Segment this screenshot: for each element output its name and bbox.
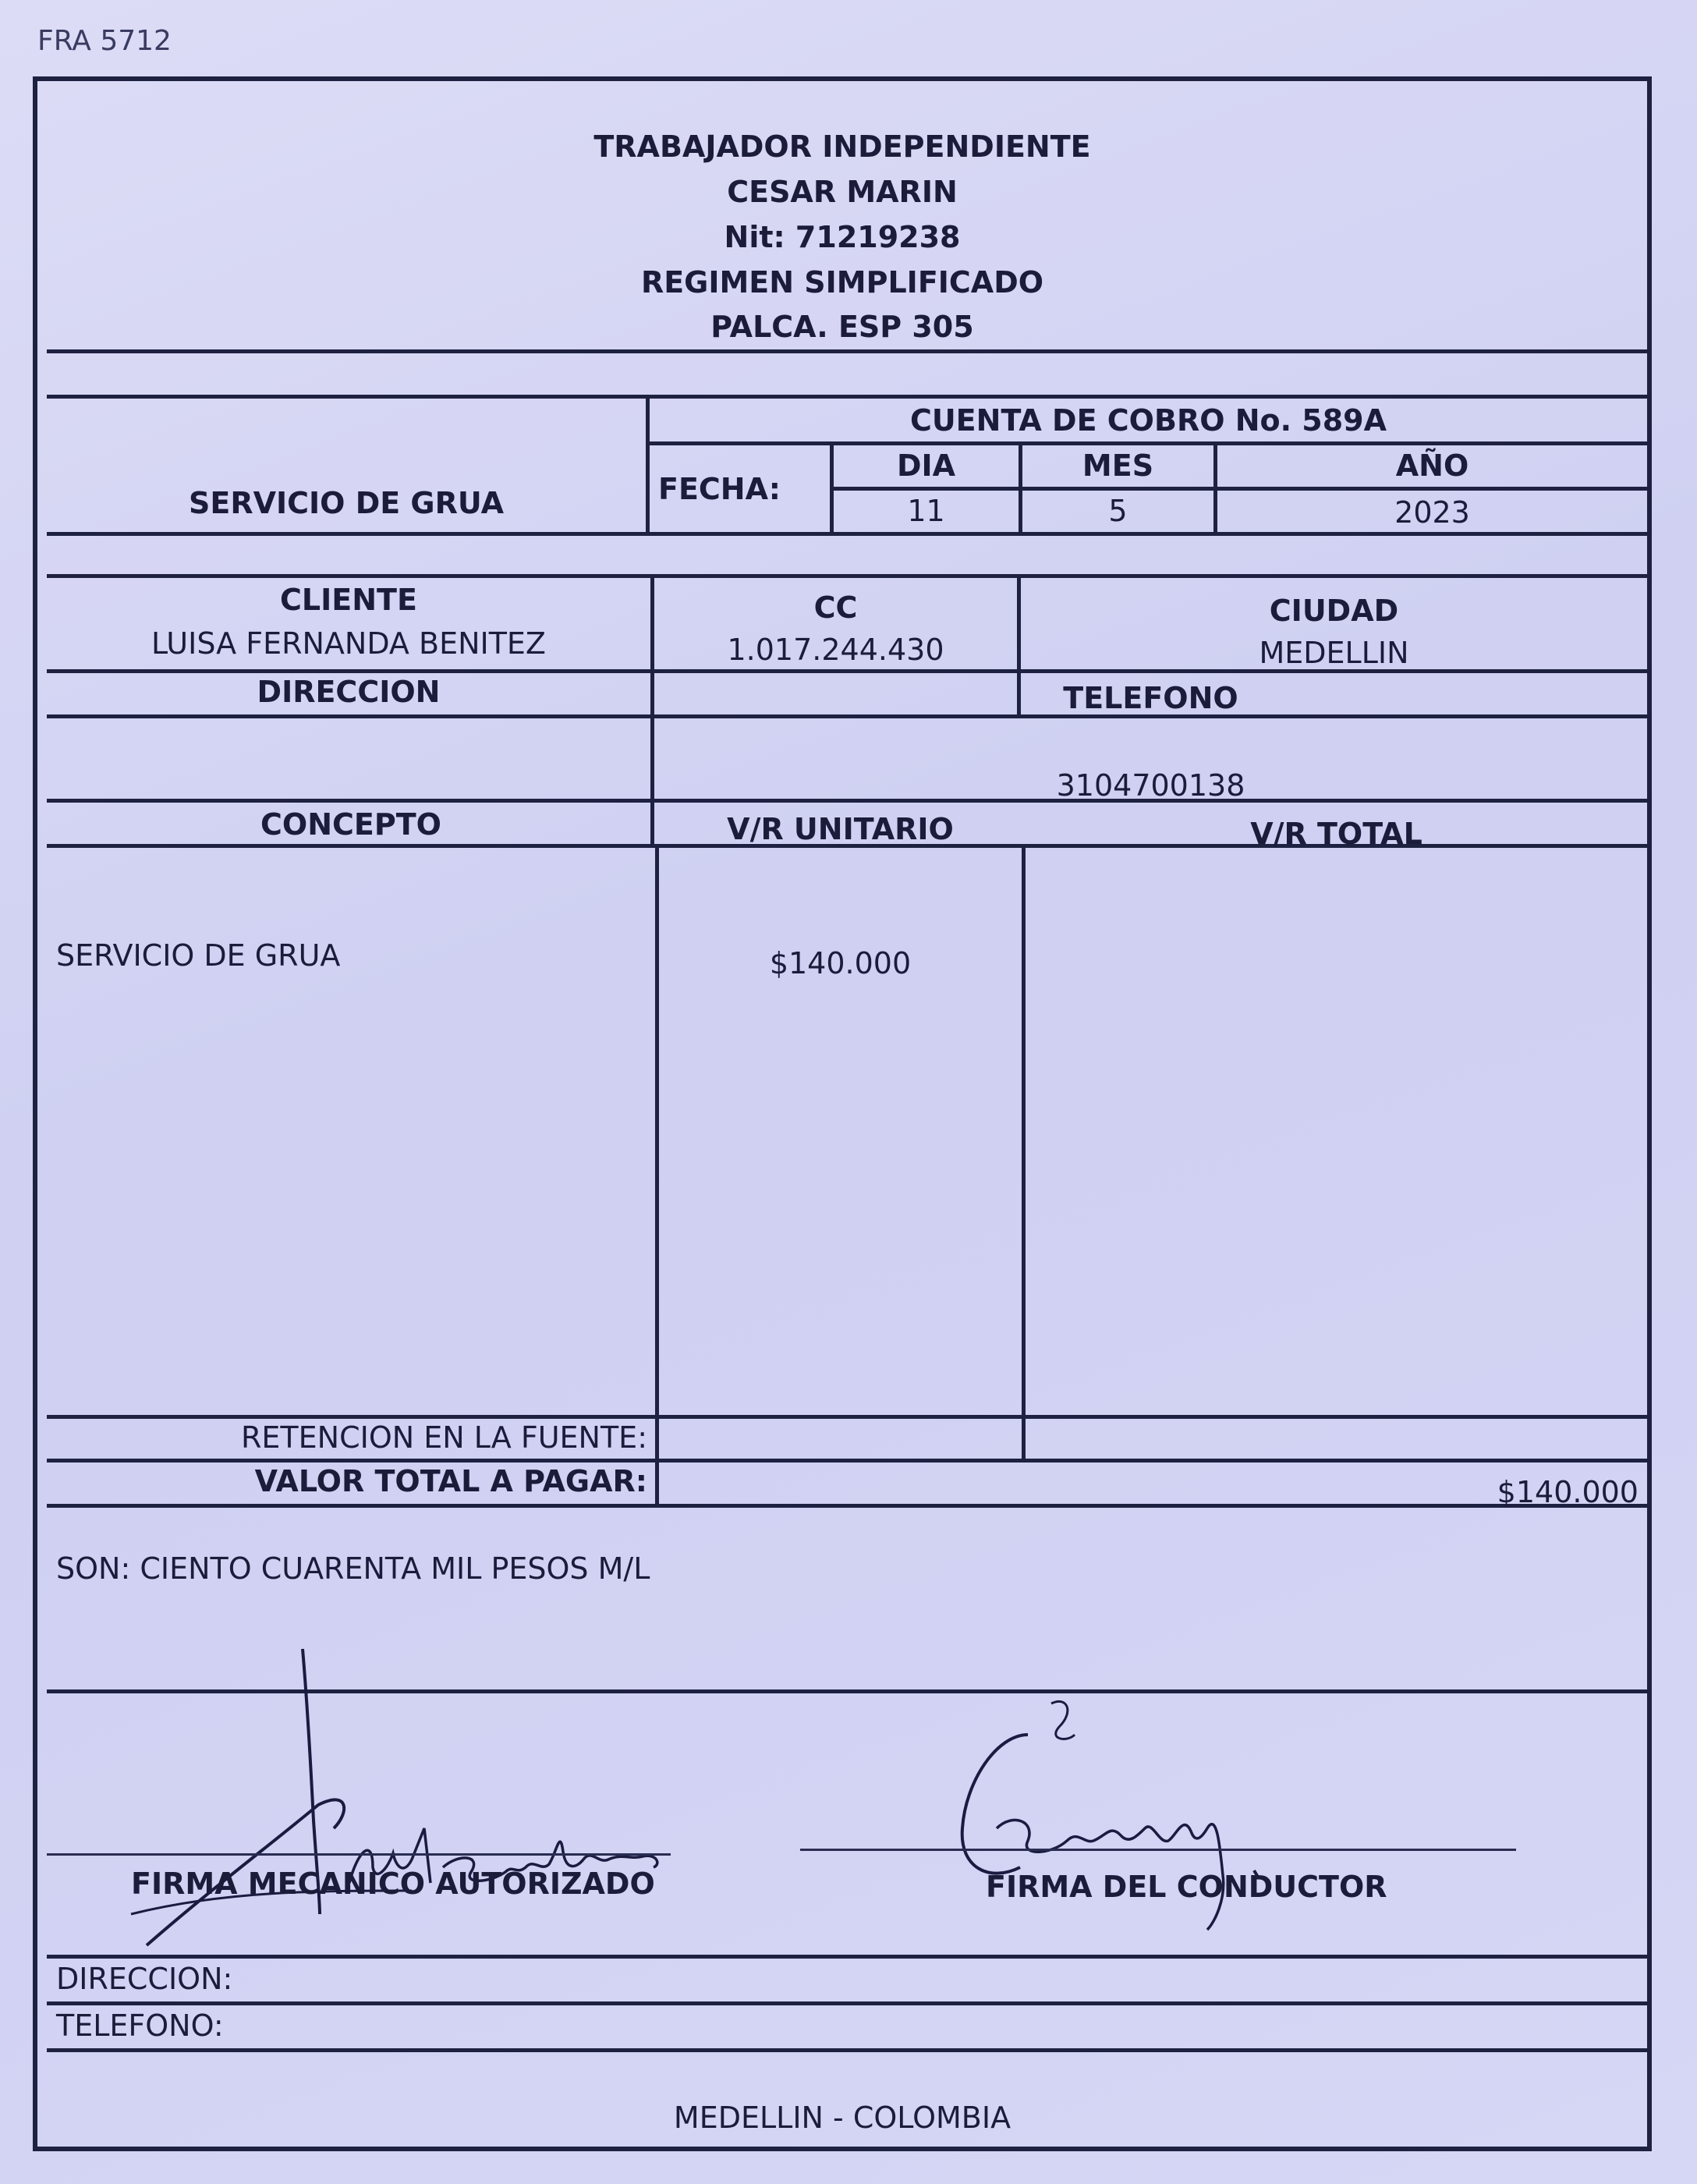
son-amount-words: SON: CIENTO CUARENTA MIL PESOS M/L (56, 1551, 650, 1586)
concepto-label: CONCEPTO (260, 807, 441, 842)
header-line-5: PALCA. ESP 305 (710, 310, 974, 344)
rule (47, 1459, 1647, 1462)
rule (646, 441, 1647, 445)
service-title: SERVICIO DE GRUA (189, 486, 504, 520)
cliente-value: LUISA FERNANDA BENITEZ (151, 626, 546, 661)
footer-direccion-label: DIRECCION: (56, 1962, 233, 1996)
rule (47, 395, 1647, 399)
total-label: V/R TOTAL (1250, 817, 1422, 851)
cc-value: 1.017.244.430 (727, 633, 944, 667)
ciudad-label: CIUDAD (1269, 594, 1399, 628)
header-line-1: TRABAJADOR INDEPENDIENTE (593, 129, 1091, 164)
item-unitario: $140.000 (769, 946, 912, 980)
direccion-label: DIRECCION (257, 675, 441, 709)
fecha-label: FECHA: (658, 472, 781, 506)
driver-signature-line (800, 1849, 1516, 1851)
rule (1022, 846, 1026, 1460)
valor-value: $140.000 (1497, 1475, 1639, 1509)
item-concepto: SERVICIO DE GRUA (56, 938, 341, 973)
mechanic-signature-line (47, 1853, 671, 1856)
header-line-3: Nit: 71219238 (724, 220, 961, 254)
mes-label: MES (1082, 448, 1154, 483)
ciudad-value: MEDELLIN (1259, 636, 1409, 670)
mes-value: 5 (1108, 494, 1128, 528)
anio-value: 2023 (1394, 495, 1470, 530)
dia-label: DIA (896, 448, 956, 483)
cliente-label: CLIENTE (280, 583, 417, 617)
rule (47, 1415, 1647, 1419)
unitario-label: V/R UNITARIO (727, 812, 954, 846)
dia-value: 11 (907, 494, 945, 528)
rule (47, 574, 1647, 578)
rule (47, 532, 1647, 536)
footer-telefono-label: TELEFONO: (56, 2008, 224, 2043)
mecanico-label: FIRMA MECANICO AUTORIZADO (131, 1867, 655, 1901)
driver-signature (911, 1688, 1301, 1945)
retencion-label: RETENCION EN LA FUENTE: (241, 1420, 647, 1455)
reference-code: FRA 5712 (37, 25, 172, 57)
footer-city: MEDELLIN - COLOMBIA (673, 2101, 1011, 2135)
telefono-label: TELEFONO (1063, 681, 1238, 715)
header-line-2: CESAR MARIN (727, 175, 958, 209)
bill-number: CUENTA DE COBRO No. 589A (909, 403, 1387, 438)
rule (47, 2048, 1647, 2052)
telefono-value: 3104700138 (1056, 768, 1245, 803)
rule (47, 2001, 1647, 2005)
rule (830, 487, 1647, 491)
rule (47, 349, 1647, 353)
cc-label: CC (813, 590, 858, 625)
anio-label: AÑO (1395, 448, 1469, 483)
conductor-label: FIRMA DEL CONDUCTOR (986, 1870, 1387, 1904)
mechanic-signature (115, 1633, 693, 1961)
rule (655, 846, 659, 1505)
header-line-4: REGIMEN SIMPLIFICADO (640, 265, 1044, 300)
invoice-form (33, 76, 1652, 2151)
valor-label: VALOR TOTAL A PAGAR: (254, 1464, 647, 1498)
